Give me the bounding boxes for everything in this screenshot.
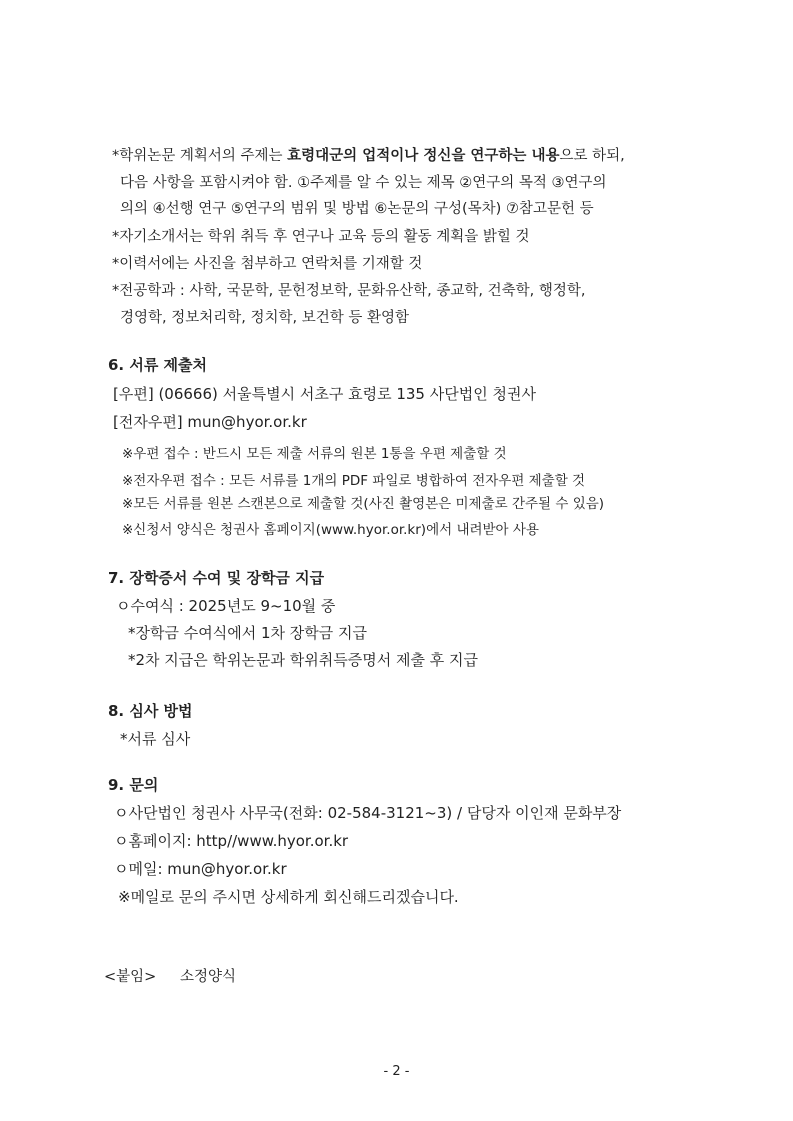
section-7-heading: 7. 장학증서 수여 및 장학금 지급 [108,569,325,587]
note-post-submission: ※우편 접수 : 반드시 모든 제출 서류의 원본 1통을 우편 제출할 것 [122,446,507,462]
attachment-label: <붙임> [104,969,157,985]
submission-post-address: [우편] (06666) 서울특별시 서초구 효령로 135 사단법인 청권사 [113,385,536,403]
contact-email: ㅇ메일: mun@hyor.or.kr [114,860,287,878]
note-thesis-topic: *학위논문 계획서의 주제는 효령대군의 업적이나 정신을 연구하는 내용으로 하되, [112,148,625,164]
note-thesis-topic-bold: 효령대군의 업적이나 정신을 연구하는 내용 [287,148,560,164]
ceremony-date: ㅇ수여식 : 2025년도 9~10월 중 [116,597,336,615]
page-number: - 2 - [383,1064,410,1079]
contact-office: ㅇ사단법인 청권사 사무국(전화: 02-584-3121~3) / 담당자 이인재 문화부장 [114,804,622,822]
note-resume: *이력서에는 사진을 첨부하고 연락처를 기재할 것 [112,256,423,272]
section-9-heading: 9. 문의 [108,776,159,794]
note-scan-original: ※모든 서류를 원본 스캔본으로 제출할 것(사진 촬영본은 미제출로 간주될 수 있음) [122,496,605,512]
note-thesis-items-cont: 의의 ④선행 연구 ⑤연구의 범위 및 방법 ⑥논문의 구성(목차) ⑦참고문헌 등 [120,201,594,217]
note-majors: *전공학과 : 사학, 국문학, 문헌정보학, 문화유산학, 종교학, 건축학, 행정학, [112,283,586,299]
note-majors-cont: 경영학, 정보처리학, 정치학, 보건학 등 환영함 [120,310,409,326]
note-thesis-items: 다음 사항을 포함시켜야 함. ①주제를 알 수 있는 제목 ②연구의 목적 ③연구의 [120,175,607,191]
contact-note: ※메일로 문의 주시면 상세하게 회신해드리겠습니다. [118,888,459,906]
section-6-heading: 6. 서류 제출처 [108,356,208,374]
submission-email: [전자우편] mun@hyor.or.kr [113,413,307,431]
attachment-item: 소정양식 [180,969,237,985]
first-payment: *장학금 수여식에서 1차 장학금 지급 [128,624,367,642]
review-method: *서류 심사 [120,730,191,748]
contact-homepage: ㅇ홈페이지: http//www.hyor.or.kr [114,832,349,850]
section-8-heading: 8. 심사 방법 [108,702,193,720]
note-self-intro: *자기소개서는 학위 취득 후 연구나 교육 등의 활동 계획을 밝힐 것 [112,229,530,245]
note-email-submission: ※전자우편 접수 : 모든 서류를 1개의 PDF 파일로 병합하여 전자우편 제출할 것 [122,473,586,489]
second-payment: *2차 지급은 학위논문과 학위취득증명서 제출 후 지급 [128,651,478,669]
note-application-form: ※신청서 양식은 청권사 홈페이지(www.hyor.or.kr)에서 내려받아 사용 [122,522,539,538]
